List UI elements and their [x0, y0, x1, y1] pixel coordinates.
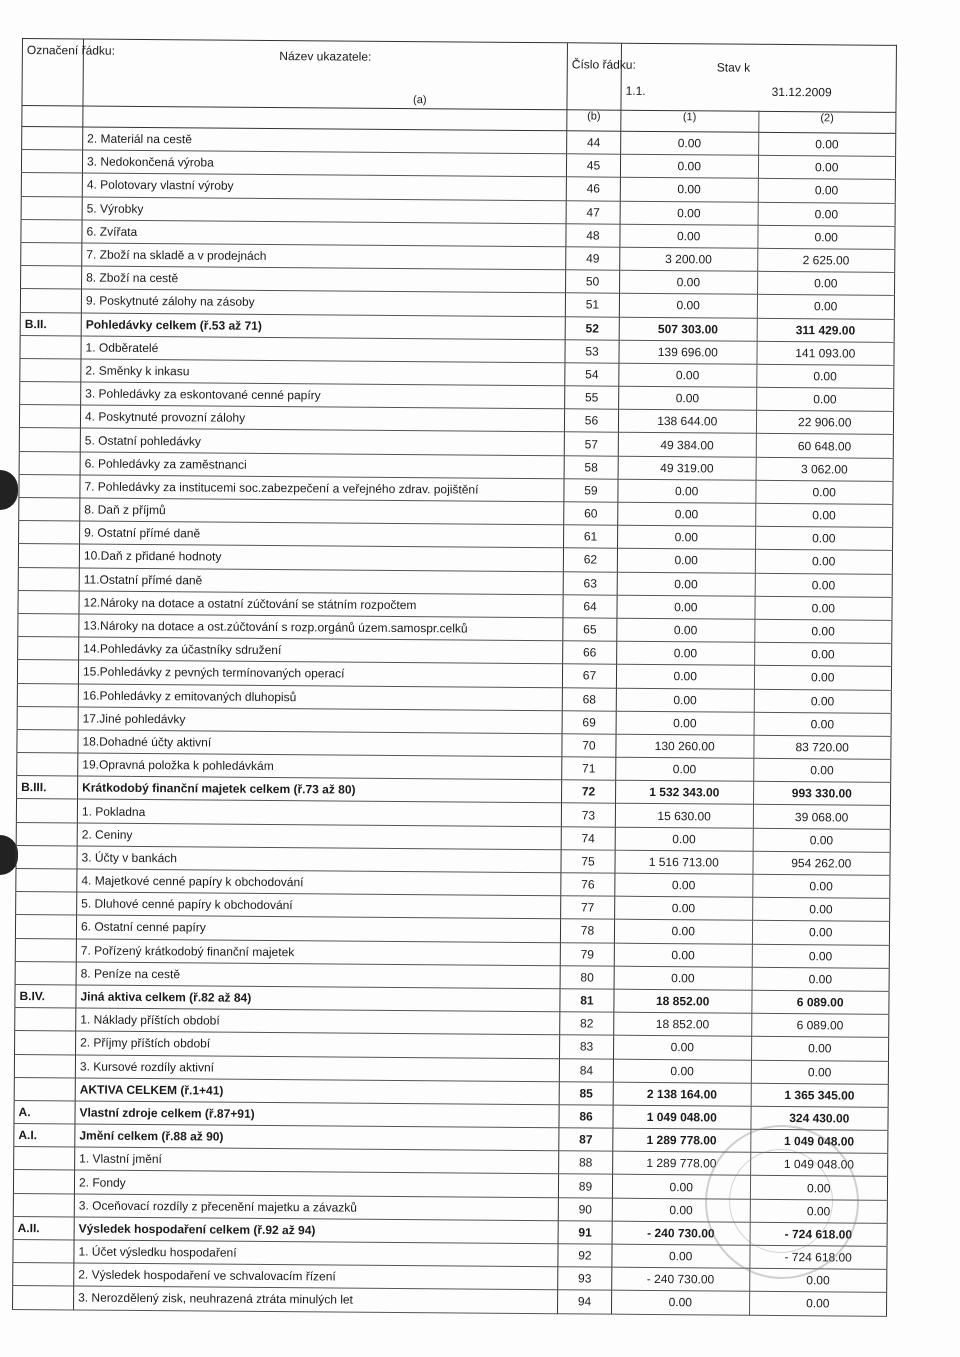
row-number: 90	[558, 1197, 612, 1221]
row-value-start: 15 630.00	[615, 804, 753, 828]
row-value-end: 954 262.00	[752, 851, 890, 875]
row-name: 3. Oceňovací rozdíly z přecenění majetku a závazků	[74, 1194, 558, 1221]
row-name: Krátkodobý finanční majetek celkem (ř.73 až 80)	[78, 776, 562, 803]
row-name: 8. Daň z příjmů	[80, 498, 564, 525]
row-name: 2. Fondy	[74, 1170, 558, 1197]
row-value-end: 0.00	[757, 295, 895, 319]
row-number: 85	[559, 1081, 613, 1105]
row-value-end: 3 062.00	[756, 457, 894, 481]
row-code	[20, 382, 81, 406]
row-value-end: 0.00	[751, 1060, 889, 1084]
row-value-end: 0.00	[758, 202, 896, 226]
row-number: 46	[566, 177, 620, 201]
row-value-start: 138 644.00	[618, 409, 756, 433]
row-code	[14, 1147, 75, 1171]
row-name: 2. Výsledek hospodaření ve schvalovacím řízení	[74, 1263, 558, 1290]
row-code	[20, 335, 81, 359]
row-value-start: 0.00	[612, 1198, 750, 1222]
row-code	[20, 289, 81, 313]
row-number: 57	[564, 432, 618, 456]
row-value-start: 0.00	[616, 688, 754, 712]
row-value-start: 0.00	[620, 154, 758, 178]
header-name-sub: (a)	[413, 94, 427, 107]
row-number: 56	[564, 409, 618, 433]
header-col1: (1)	[621, 110, 759, 132]
row-number: 54	[565, 363, 619, 387]
row-number: 71	[562, 757, 616, 781]
row-code	[19, 405, 80, 429]
row-value-end: 0.00	[757, 225, 895, 249]
row-value-end: 324 430.00	[750, 1106, 888, 1130]
row-number: 53	[565, 339, 619, 363]
row-value-end: 0.00	[752, 874, 890, 898]
row-code	[18, 544, 79, 568]
row-number: 88	[559, 1151, 613, 1175]
row-value-end: 0.00	[754, 642, 892, 666]
row-number: 63	[563, 571, 617, 595]
header-col2: (2)	[758, 111, 896, 133]
row-name: 5. Ostatní pohledávky	[80, 428, 564, 455]
row-name: 5. Dluhové cenné papíry k obchodování	[77, 892, 561, 919]
row-code	[17, 683, 78, 707]
row-number: 48	[566, 224, 620, 248]
row-value-end: 0.00	[755, 480, 893, 504]
row-code: A.	[14, 1100, 75, 1124]
row-number: 55	[565, 386, 619, 410]
row-value-end: 0.00	[758, 179, 896, 203]
row-value-end: 0.00	[750, 1176, 888, 1200]
row-name: 1. Pokladna	[77, 799, 561, 826]
row-number: 61	[564, 525, 618, 549]
row-name: 1. Účet výsledku hospodaření	[74, 1240, 558, 1267]
row-value-start: 139 696.00	[619, 340, 757, 364]
row-value-end: 311 429.00	[757, 318, 895, 342]
row-number: 78	[560, 919, 614, 943]
row-name: 13.Nároky na dotace a ost.zúčtování s rozp.orgánů územ.samospr.celků	[79, 614, 563, 641]
row-number: 74	[561, 826, 615, 850]
row-value-start: 0.00	[617, 595, 755, 619]
row-value-end: 0.00	[756, 387, 894, 411]
row-name: 6. Zvířata	[82, 220, 566, 247]
row-code	[17, 753, 78, 777]
row-code	[16, 868, 77, 892]
row-number: 67	[562, 664, 616, 688]
row-name: 7. Pohledávky za institucemi soc.zabezpečení a veřejného zdrav. pojištění	[80, 475, 564, 502]
row-value-start: 0.00	[617, 618, 755, 642]
header-state	[621, 43, 897, 112]
row-number: 58	[564, 455, 618, 479]
row-code	[15, 961, 76, 985]
row-code	[14, 1054, 75, 1078]
header-code: Označení řádku:	[22, 39, 84, 106]
row-value-end: 0.00	[752, 944, 890, 968]
row-number: 65	[563, 618, 617, 642]
row-value-start: 507 303.00	[619, 317, 757, 341]
row-value-start: 0.00	[613, 1059, 751, 1083]
row-number: 59	[564, 479, 618, 503]
row-code	[18, 567, 79, 591]
row-code	[19, 497, 80, 521]
row-number: 87	[559, 1128, 613, 1152]
row-value-end: 6 089.00	[751, 990, 889, 1014]
row-name: 3. Účty v bankách	[77, 846, 561, 873]
row-value-start: 1 289 778.00	[613, 1128, 751, 1152]
row-value-start: 0.00	[617, 572, 755, 596]
balance-sheet	[12, 38, 897, 1316]
row-value-end: 0.00	[754, 596, 892, 620]
row-name: 16.Pohledávky z emitovaných dluhopisů	[78, 683, 562, 710]
row-code: A.II.	[13, 1216, 74, 1240]
row-name: 7. Pořízený krátkodobý finanční majetek	[76, 939, 560, 966]
row-code	[16, 845, 77, 869]
row-number: 89	[558, 1174, 612, 1198]
row-number: 49	[566, 247, 620, 271]
row-code	[19, 521, 80, 545]
row-value-end: 0.00	[755, 573, 893, 597]
row-code: B.II.	[20, 312, 81, 336]
row-number: 69	[562, 710, 616, 734]
row-name: 2. Směnky k inkasu	[81, 359, 565, 386]
row-name: 15.Pohledávky z pevných termínovaných operací	[78, 660, 562, 687]
row-number: 72	[562, 780, 616, 804]
row-value-start: - 240 730.00	[612, 1267, 750, 1291]
row-code	[20, 358, 81, 382]
row-name: 17.Jiné pohledávky	[78, 707, 562, 734]
row-name: 4. Poskytnuté provozní zálohy	[80, 405, 564, 432]
row-code	[21, 196, 82, 220]
row-value-start: 0.00	[616, 665, 754, 689]
row-value-start: 0.00	[615, 896, 753, 920]
row-name: Jmění celkem (ř.88 až 90)	[75, 1124, 559, 1151]
row-name: 3. Nedokončená výroba	[82, 150, 566, 177]
row-value-end: 2 625.00	[757, 248, 895, 272]
row-value-start: 49 319.00	[618, 456, 756, 480]
row-code	[16, 822, 77, 846]
header-name	[83, 39, 568, 110]
row-code	[15, 1008, 76, 1032]
row-value-start: 0.00	[618, 502, 756, 526]
row-value-end: 0.00	[754, 619, 892, 643]
row-number: 60	[564, 502, 618, 526]
row-number: 73	[561, 803, 615, 827]
row-code	[13, 1193, 74, 1217]
row-value-start: 0.00	[618, 525, 756, 549]
row-code	[15, 938, 76, 962]
row-value-start: 0.00	[620, 201, 758, 225]
row-value-start: 0.00	[612, 1244, 750, 1268]
row-name: AKTIVA CELKEM (ř.1+41)	[75, 1078, 559, 1105]
row-number: 84	[559, 1058, 613, 1082]
row-value-start: 1 289 778.00	[613, 1151, 751, 1175]
row-name: 4. Polotovary vlastní výroby	[82, 173, 566, 200]
row-name: 10.Daň z přidané hodnoty	[79, 544, 563, 571]
row-value-start: 0.00	[614, 966, 752, 990]
row-value-end: 0.00	[758, 132, 896, 156]
row-name: 1. Vlastní jmění	[75, 1147, 559, 1174]
row-name: 3. Pohledávky za eskontované cenné papíry	[81, 382, 565, 409]
row-name: 7. Zboží na skladě a v prodejnách	[82, 243, 566, 270]
row-value-end: 0.00	[756, 364, 894, 388]
row-number: 91	[558, 1221, 612, 1245]
header-sub-code	[22, 106, 83, 127]
row-code	[17, 706, 78, 730]
table-body	[13, 127, 896, 1316]
punch-hole-top	[0, 470, 18, 510]
row-name: 18.Dohadné účty aktivní	[78, 730, 562, 757]
row-value-start: - 240 730.00	[612, 1221, 750, 1245]
row-value-end: - 724 618.00	[749, 1245, 887, 1269]
row-name: 1. Odběratelé	[81, 336, 565, 363]
row-code	[21, 266, 82, 290]
row-name: 3. Nerozdělený zisk, neuhrazená ztráta minulých let	[74, 1286, 558, 1313]
row-code	[15, 1031, 76, 1055]
row-number: 64	[563, 595, 617, 619]
row-name: 5. Výrobky	[82, 197, 566, 224]
header-name-label: Název ukazatele:	[279, 49, 372, 64]
row-value-start: 0.00	[619, 294, 757, 318]
row-code	[19, 451, 80, 475]
row-name: 14.Pohledávky za účastníky sdružení	[79, 637, 563, 664]
row-value-end: 0.00	[752, 921, 890, 945]
row-code	[16, 799, 77, 823]
row-code	[19, 428, 80, 452]
row-code	[18, 590, 79, 614]
row-value-start: 0.00	[614, 1035, 752, 1059]
row-name: 11.Ostatní přímé daně	[79, 568, 563, 595]
row-number: 94	[558, 1290, 612, 1314]
row-number: 44	[567, 131, 621, 155]
row-code	[18, 637, 79, 661]
row-name: 2. Ceniny	[77, 823, 561, 850]
row-value-end: 0.00	[750, 1199, 888, 1223]
row-value-end: 0.00	[752, 897, 890, 921]
row-value-end: 0.00	[754, 712, 892, 736]
row-number: 82	[560, 1012, 614, 1036]
row-value-start: 0.00	[617, 641, 755, 665]
row-number: 66	[563, 641, 617, 665]
row-value-start: 0.00	[619, 386, 757, 410]
row-number: 62	[563, 548, 617, 572]
row-value-start: 0.00	[616, 757, 754, 781]
row-code	[13, 1239, 74, 1263]
balance-table	[12, 38, 897, 1316]
row-number: 50	[566, 270, 620, 294]
row-value-end: 0.00	[751, 1037, 889, 1061]
row-number: 86	[559, 1105, 613, 1129]
row-number: 79	[560, 942, 614, 966]
row-code	[16, 892, 77, 916]
row-code	[17, 729, 78, 753]
header-sub-num: (b)	[567, 110, 621, 131]
row-code	[17, 660, 78, 684]
row-value-start: 49 384.00	[618, 433, 756, 457]
row-value-end: 0.00	[755, 550, 893, 574]
row-number: 51	[565, 293, 619, 317]
row-code	[21, 150, 82, 174]
row-code	[13, 1170, 74, 1194]
row-value-start: 0.00	[614, 943, 752, 967]
row-value-start: 0.00	[611, 1291, 749, 1315]
row-name: 12.Nároky na dotace a ostatní zúčtování se státním rozpočtem	[79, 591, 563, 618]
row-number: 80	[560, 966, 614, 990]
row-value-start: 1 532 343.00	[616, 780, 754, 804]
row-value-end: 1 365 345.00	[751, 1083, 889, 1107]
row-name: 9. Ostatní přímé daně	[80, 521, 564, 548]
header-row	[22, 39, 896, 113]
row-value-start: 0.00	[615, 827, 753, 851]
header-state-label: Stav k	[716, 60, 751, 75]
row-number: 77	[561, 896, 615, 920]
row-value-start: 0.00	[620, 270, 758, 294]
row-name: 2. Příjmy příštích období	[76, 1031, 560, 1058]
row-code: B.III.	[17, 776, 78, 800]
row-value-start: 0.00	[617, 549, 755, 573]
row-value-start: 0.00	[621, 131, 759, 155]
row-name: Jiná aktiva celkem (ř.82 až 84)	[76, 985, 560, 1012]
row-value-start: 0.00	[612, 1175, 750, 1199]
row-value-start: 18 852.00	[614, 989, 752, 1013]
row-code: A.I.	[14, 1124, 75, 1148]
row-code	[21, 173, 82, 197]
row-number: 93	[558, 1267, 612, 1291]
row-name: 3. Kursové rozdíly aktivní	[75, 1054, 559, 1081]
row-value-end: 6 089.00	[751, 1013, 889, 1037]
row-name: Pohledávky celkem (ř.53 až 71)	[81, 312, 565, 339]
row-value-start: 0.00	[619, 363, 757, 387]
row-value-end: 60 648.00	[756, 434, 894, 458]
row-value-end: 141 093.00	[756, 341, 894, 365]
row-value-end: 0.00	[755, 526, 893, 550]
row-number: 68	[562, 687, 616, 711]
row-value-end: 0.00	[753, 828, 891, 852]
row-value-end: 0.00	[757, 271, 895, 295]
header-date1: 1.1.	[625, 83, 646, 98]
row-number: 70	[562, 734, 616, 758]
row-name: Vlastní zdroje celkem (ř.87+91)	[75, 1101, 559, 1128]
row-value-start: 2 138 164.00	[613, 1082, 751, 1106]
row-value-end: 0.00	[755, 503, 893, 527]
row-name: 6. Pohledávky za zaměstnanci	[80, 452, 564, 479]
row-value-start: 0.00	[620, 178, 758, 202]
row-value-start: 0.00	[615, 873, 753, 897]
row-name: 2. Materiál na cestě	[83, 127, 567, 154]
row-number: 92	[558, 1244, 612, 1268]
row-code	[13, 1286, 74, 1310]
row-value-start: 0.00	[616, 711, 754, 735]
row-name: 8. Zboží na cestě	[82, 266, 566, 293]
row-value-end: 0.00	[754, 666, 892, 690]
row-code: B.IV.	[15, 984, 76, 1008]
row-name: 1. Náklady příštích období	[76, 1008, 560, 1035]
row-code	[18, 613, 79, 637]
row-code	[21, 219, 82, 243]
row-value-start: 1 049 048.00	[613, 1105, 751, 1129]
header-date2: 31.12.2009	[771, 84, 832, 100]
row-value-start: 3 200.00	[620, 247, 758, 271]
row-name: 19.Opravná položka k pohledávkám	[78, 753, 562, 780]
row-code	[14, 1077, 75, 1101]
row-name: 9. Poskytnuté zálohy na zásoby	[81, 289, 565, 316]
row-value-end: 0.00	[754, 689, 892, 713]
row-value-start: 130 260.00	[616, 734, 754, 758]
row-value-start: 0.00	[614, 920, 752, 944]
row-code	[22, 127, 83, 151]
row-name: 4. Majetkové cenné papíry k obchodování	[77, 869, 561, 896]
row-number: 45	[566, 154, 620, 178]
row-value-end: 0.00	[749, 1268, 887, 1292]
row-value-end: 993 330.00	[753, 782, 891, 806]
row-value-start: 0.00	[618, 479, 756, 503]
row-value-start: 18 852.00	[614, 1012, 752, 1036]
row-value-end: 0.00	[758, 155, 896, 179]
row-name: 6. Ostatní cenné papíry	[76, 915, 560, 942]
row-code	[21, 242, 82, 266]
row-value-end: 1 049 048.00	[750, 1129, 888, 1153]
row-value-end: 22 906.00	[756, 411, 894, 435]
row-value-end: 83 720.00	[753, 735, 891, 759]
row-value-end: 39 068.00	[753, 805, 891, 829]
row-code	[15, 915, 76, 939]
row-number: 83	[560, 1035, 614, 1059]
row-value-start: 1 516 713.00	[615, 850, 753, 874]
row-name: Výsledek hospodaření celkem (ř.92 až 94)	[74, 1217, 558, 1244]
header-num: Číslo řádku:	[567, 43, 622, 110]
row-value-end: 1 049 048.00	[750, 1153, 888, 1177]
row-number: 76	[561, 873, 615, 897]
row-number: 52	[565, 316, 619, 340]
row-code	[19, 474, 80, 498]
row-value-end: 0.00	[749, 1292, 887, 1316]
row-name: 8. Peníze na cestě	[76, 962, 560, 989]
row-value-end: 0.00	[752, 967, 890, 991]
row-value-start: 0.00	[620, 224, 758, 248]
row-code	[13, 1263, 74, 1287]
row-number: 47	[566, 200, 620, 224]
row-number: 75	[561, 850, 615, 874]
row-value-end: - 724 618.00	[750, 1222, 888, 1246]
row-value-end: 0.00	[753, 758, 891, 782]
row-number: 81	[560, 989, 614, 1013]
